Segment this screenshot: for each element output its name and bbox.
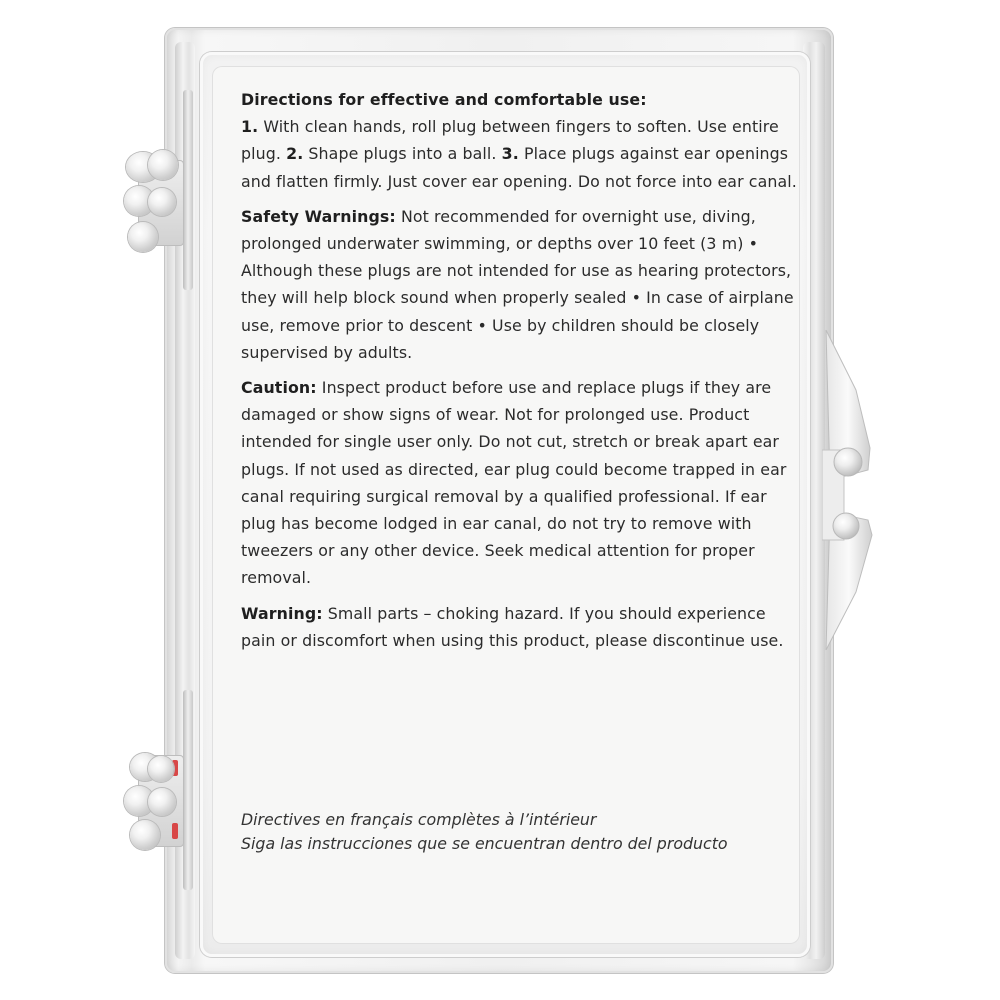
step1-number: 1. bbox=[241, 117, 259, 137]
directions-section bbox=[241, 86, 801, 195]
directions-heading: Directions for effective and comfortable use: bbox=[241, 90, 647, 109]
step3-text: Place plugs against ear openings and flatten firmly. Just cover ear opening. Do not force into ear canal. bbox=[241, 144, 797, 191]
safety-section bbox=[241, 203, 801, 366]
lower-hinge-strip bbox=[183, 690, 193, 890]
caution-heading: Caution: bbox=[241, 378, 317, 398]
warning-heading: Warning: bbox=[241, 603, 323, 623]
upper-hinge-knob-middle-right bbox=[148, 188, 176, 216]
lower-hinge-knob-middle-right bbox=[148, 788, 176, 816]
step2-text: Shape plugs into a ball. bbox=[303, 144, 502, 164]
safety-heading: Safety Warnings: bbox=[241, 206, 396, 226]
warning-section bbox=[241, 600, 801, 654]
caution-section bbox=[241, 374, 801, 592]
lower-hinge-red-mark-bottom bbox=[172, 823, 178, 839]
lower-hinge-knob-top-right bbox=[148, 756, 174, 782]
case-latch[interactable] bbox=[822, 330, 882, 650]
safety-text: Not recommended for overnight use, diving, prolonged underwater swimming, or depths over 10 feet (3 m) • Although these plugs are not intended for use as hearing protectors, they will help block sound when properly sealed • In case of airplane use, remove prior to descent • Use by children should be closely supervised by adults. bbox=[241, 206, 794, 362]
instructions-text bbox=[241, 86, 801, 662]
step2-number: 2. bbox=[286, 144, 304, 164]
step1-text: With clean hands, roll plug between fingers to soften. Use entire plug. bbox=[241, 117, 779, 164]
french-note: Directives en français complètes à l’intérieur bbox=[241, 810, 597, 829]
caution-text: Inspect product before use and replace plugs if they are damaged or show signs of wear. Not for prolonged use. Product intended for single user only. Do not cut, stretch or break apart ear plugs. If not used as directed, ear plug could become trapped in ear canal requiring surgical removal by a qualified professional. If ear plug has become lodged in ear canal, do not try to remove with tweezers or any other device. Seek medical attention for proper removal. bbox=[241, 378, 787, 588]
warning-text: Small parts – choking hazard. If you should experience pain or discomfort when using this product, please discontinue use. bbox=[241, 603, 784, 650]
translation-notes bbox=[241, 808, 801, 856]
lower-hinge-knob-bottom bbox=[130, 820, 160, 850]
upper-hinge-knob-top-right bbox=[148, 150, 178, 180]
step3-number: 3. bbox=[501, 144, 519, 164]
upper-hinge-strip bbox=[183, 90, 193, 290]
spanish-note: Siga las instrucciones que se encuentran dentro del producto bbox=[241, 834, 728, 853]
upper-hinge-knob-bottom bbox=[128, 222, 158, 252]
